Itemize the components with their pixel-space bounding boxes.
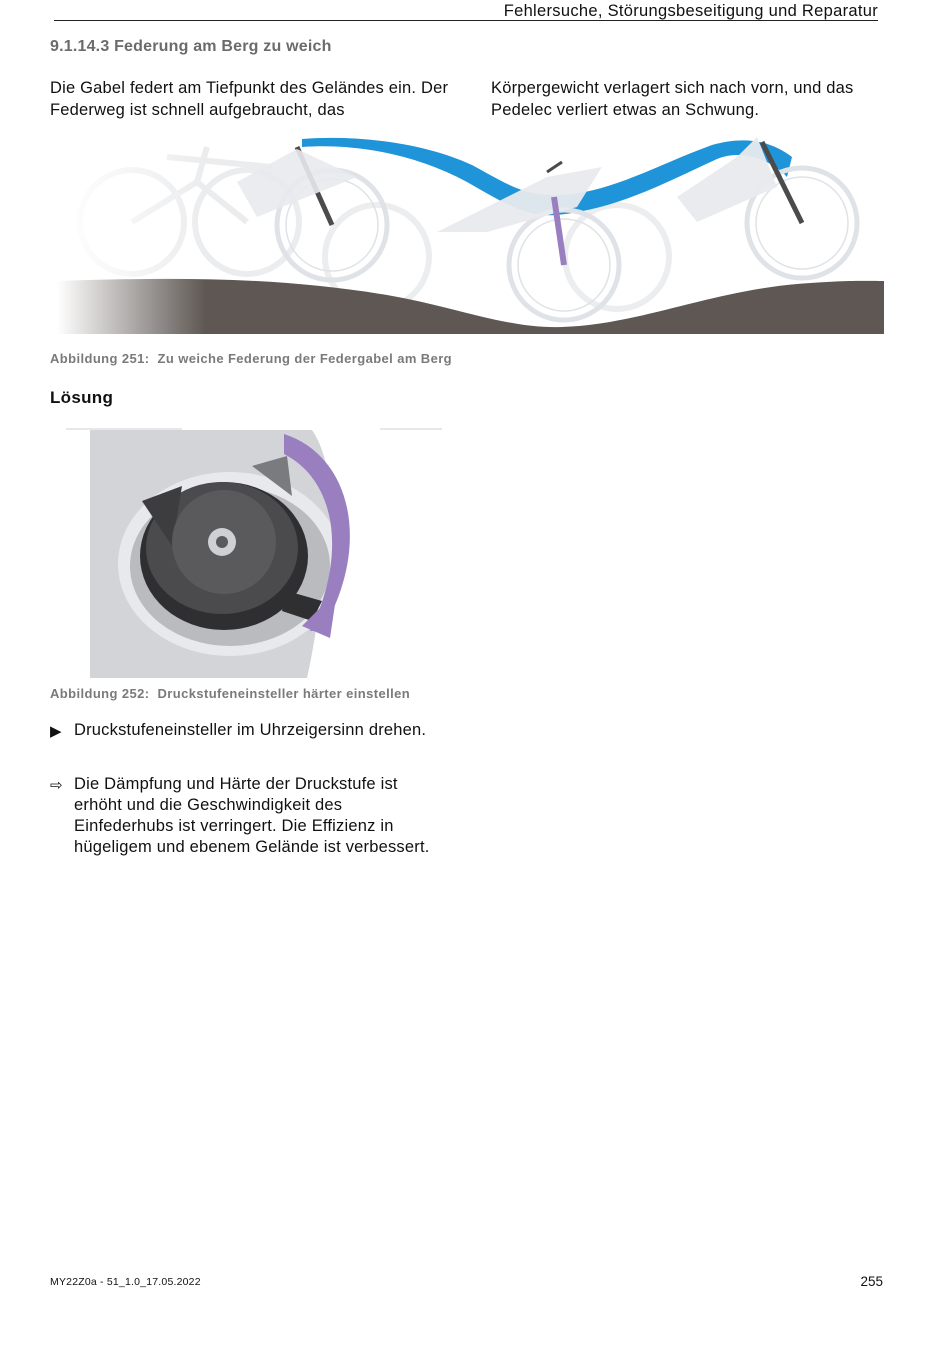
result-step [50,774,430,858]
intro-text-right: Körpergewicht verlagert sich nach vorn, und das Pedelec verliert etwas an Schwung. [491,79,854,119]
figure-251-caption [50,351,452,366]
document-id: MY22Z0a - 51_1.0_17.05.2022 [50,1276,201,1288]
figure-252-number: Abbildung 252: [50,686,150,701]
figure-252-caption-text: Druckstufeneinsteller härter einstellen [157,686,411,701]
figure-252-caption [50,686,410,701]
intro-text-left: Die Gabel federt am Tiefpunkt des Geländes ein. Der Federweg ist schnell aufgebraucht, das [50,79,449,119]
section-title: 9.1.14.3 Federung am Berg zu weich [50,38,332,55]
page-number: 255 [860,1274,883,1289]
solution-heading: Lösung [50,388,114,407]
result-step-text: Die Dämpfung und Härte der Druckstufe ist erhöht und die Geschwindigkeit des Einfederhubs ist verringert. Die Effizienz in hügeligem und ebenem Gelände ist verbessert. [74,775,430,856]
instruction-step-text: Druckstufeneinsteller im Uhrzeigersinn drehen. [74,721,427,739]
figure-251-number: Abbildung 251: [50,351,150,366]
figure-252-illustration [62,426,444,678]
header-rule [54,20,878,21]
triangle-right-icon: ▶ [50,723,62,740]
figure-251-caption-text: Zu weiche Federung der Federgabel am Berg [157,351,453,366]
running-header: Fehlersuche, Störungsbeseitigung und Reparatur [503,2,878,20]
instruction-step [50,720,430,741]
result-arrow-icon: ⇨ [50,777,63,794]
figure-251-illustration [57,137,884,334]
